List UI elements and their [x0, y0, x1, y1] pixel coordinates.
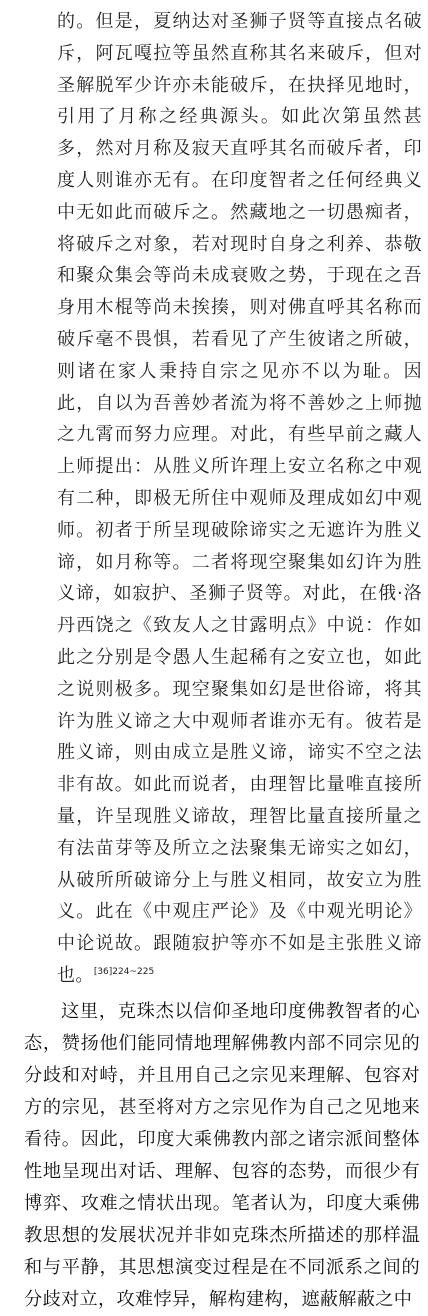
- body-paragraph: 这里，克珠杰以信仰圣地印度佛教智者的心态，赞扬他们能同情地理解佛教内部不同宗见的分歧和对峙，并且用自己之宗见来理解、包容对方的宗见，甚至将对方之宗见作为自己之见地来看待。因此，印度大乘佛教内部之诸宗派间整体性地呈现出对话、理解、包容的态势，而很少有博弈、攻难之情状出现。笔者认为，印度大乘佛教思想的发展状况并非如克珠杰所描述的那样温和与平静，其思想演变过程是在不同派系之间的分歧对立，攻难悖异，解构建构，遮蔽解蔽之中: [24, 1000, 420, 1310]
- citation-reference: [36]224~225: [93, 966, 155, 977]
- block-quote: [57, 6, 422, 992]
- quote-text: 的。但是，夏纳达对圣狮子贤等直接点名破斥，阿瓦嘎拉等虽然直称其名来破斥，但对圣解脱军少许亦未能破斥，在抉择见地时，引用了月称之经典源头。如此次第虽然甚多，然对月称及寂天直呼其名而破斥者，印度人则谁亦无有。在印度智者之任何经典义中无如此而破斥之。然藏地之一切愚痴者，将破斥之对象，若对现时自身之利养、恭敬和聚众集会等尚未成衰败之势，于现在之吾身用木棍等尚未挨揍，则对佛直呼其名称而破斥毫不畏惧，若看见了产生彼诸之所破，则诸在家人秉持自宗之见亦不以为耻。因此，自以为吾善妙者流为将不善妙之上师抛之九霄而努力应理。对此，有些早前之藏人上师提出：从胜义所许理上安立名称之中观有二种，即极无所住中观师及理成如幻中观师。初者于所呈现破除谛实之无遮许为胜义谛，如月称等。二者将现空聚集如幻许为胜义谛，如寂护、圣狮子贤等。对此，在俄·洛丹西饶之《致友人之甘露明点》中说：作如此之分别是令愚人生起稀有之安立也，如此之说则极多。现空聚集如幻是世俗谛，将其许为胜义谛之大中观师者谁亦无有。彼若是胜义谛，则由成立是胜义谛，谛实不空之法非有故。如此而说者，由理智比量唯直接所量，许呈现胜义谛故，理智比量直接所量之有法苗芽等及所立之法聚集无谛实之如幻，从破所所破谛分上与胜义相同，故安立为胜义。此在《中观庄严论》及《中观光明论》中论说故。跟随寂护等亦不如是主张胜义谛也。: [57, 11, 422, 986]
